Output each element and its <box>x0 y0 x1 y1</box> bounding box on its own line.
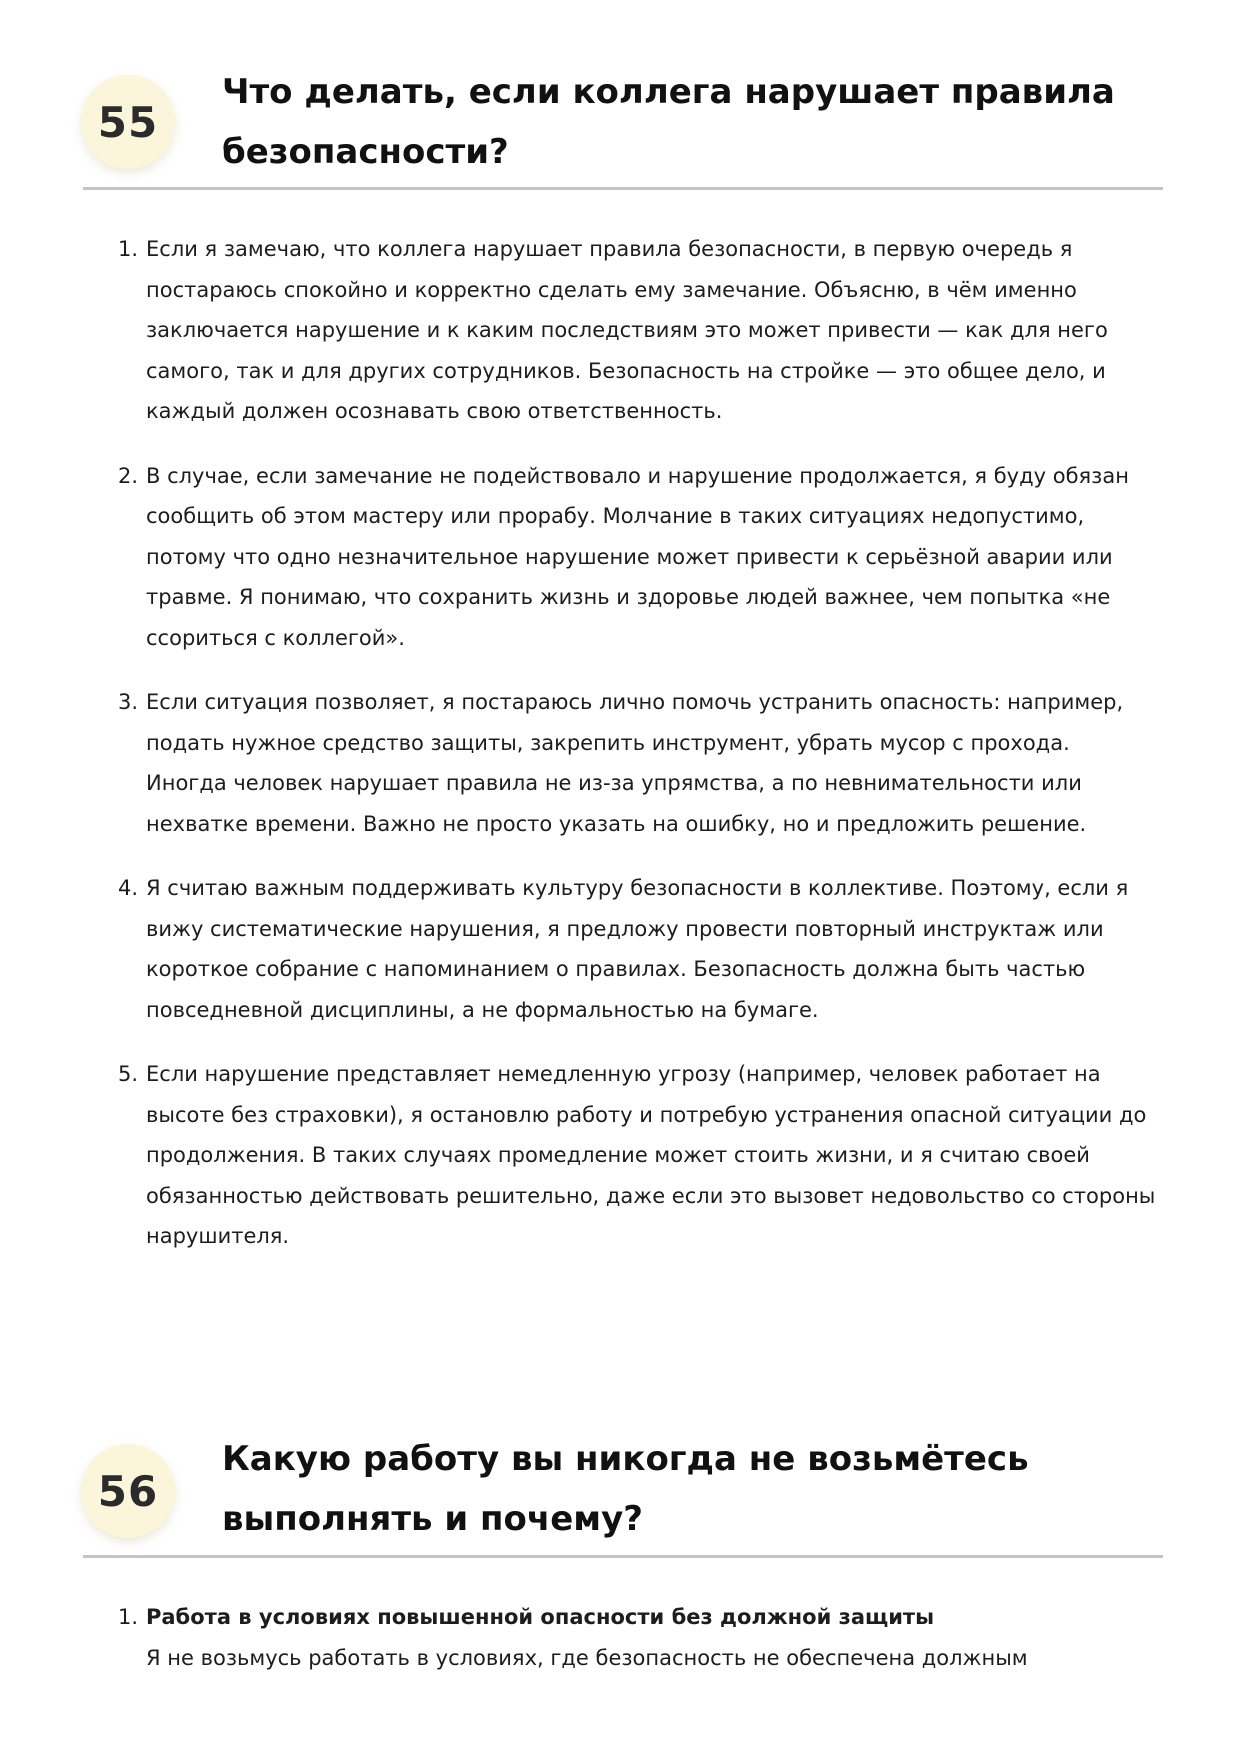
question-number-badge <box>81 1444 175 1538</box>
list-item <box>0 229 1156 432</box>
answer-list <box>0 1597 1239 1702</box>
list-item-text: Я считаю важным поддерживать культуру безопасности в коллективе. Поэтому, если я вижу систематические нарушения, я предложу провести повторный инструктаж или короткое собрание с напоминанием о правилах. Безопасность должна быть частью повседневной дисциплины, а не формальностью на бумаге. <box>146 876 1129 1022</box>
list-item-text: Я не возьмусь работать в условиях, где безопасность не обеспечена должным <box>146 1645 1028 1670</box>
list-item <box>0 868 1156 1030</box>
list-item-number: 1. <box>118 1605 139 1629</box>
answer-list <box>0 229 1239 1281</box>
list-item-text: В случае, если замечание не подействовало и нарушение продолжается, я буду обязан сообщить об этом мастеру или прорабу. Молчание в таких ситуациях недопустимо, потому что одно незначительное нарушение может привести к серьёзной аварии или травме. Я понимаю, что сохранить жизнь и здоровье людей важнее, чем попытка «не ссориться с коллегой». <box>146 463 1129 650</box>
question-number: 56 <box>97 1466 159 1516</box>
list-item <box>0 1597 1156 1678</box>
list-item <box>0 1054 1156 1257</box>
question-number-badge <box>81 75 175 169</box>
list-item-number: 2. <box>118 463 139 488</box>
list-item-number: 3. <box>118 690 139 714</box>
question-title: Что делать, если коллега нарушает правила безопасности? <box>222 72 1115 172</box>
list-item-number: 1. <box>118 237 139 261</box>
list-item-number: 4. <box>118 876 139 900</box>
list-item-text: Если нарушение представляет немедленную угрозу (например, человек работает на высоте без страховки), я остановлю работу и потребую устранения опасной ситуации до продолжения. В таких случаях промедление может стоить жизни, и я считаю своей обязанностью действовать решительно, даже если это вызовет недовольство со стороны нарушителя. <box>146 1062 1156 1248</box>
list-item <box>0 682 1156 844</box>
section-divider <box>83 1555 1163 1558</box>
question-title: Какую работу вы никогда не возьмётесь выполнять и почему? <box>222 1439 1029 1539</box>
list-item-number: 5. <box>118 1062 139 1086</box>
question-number: 55 <box>97 97 159 147</box>
list-item-text: Если ситуация позволяет, я постараюсь лично помочь устранить опасность: например, подать нужное средство защиты, закрепить инструмент, убрать мусор с прохода. Иногда человек нарушает правила не из-за упрямства, а по невнимательности или нехватке времени. Важно не просто указать на ошибку, но и предложить решение. <box>146 690 1124 836</box>
list-item-heading: Работа в условиях повышенной опасности без должной защиты <box>146 1605 935 1629</box>
list-item <box>0 456 1156 659</box>
section-divider <box>83 187 1163 190</box>
list-item-text: Если я замечаю, что коллега нарушает правила безопасности, в первую очередь я постараюсь спокойно и корректно сделать ему замечание. Объясню, в чём именно заключается нарушение и к каким последствиям это может привести — как для него самого, так и для других сотрудников. Безопасность на стройке — это общее дело, и каждый должен осознавать свою ответственность. <box>146 237 1108 423</box>
